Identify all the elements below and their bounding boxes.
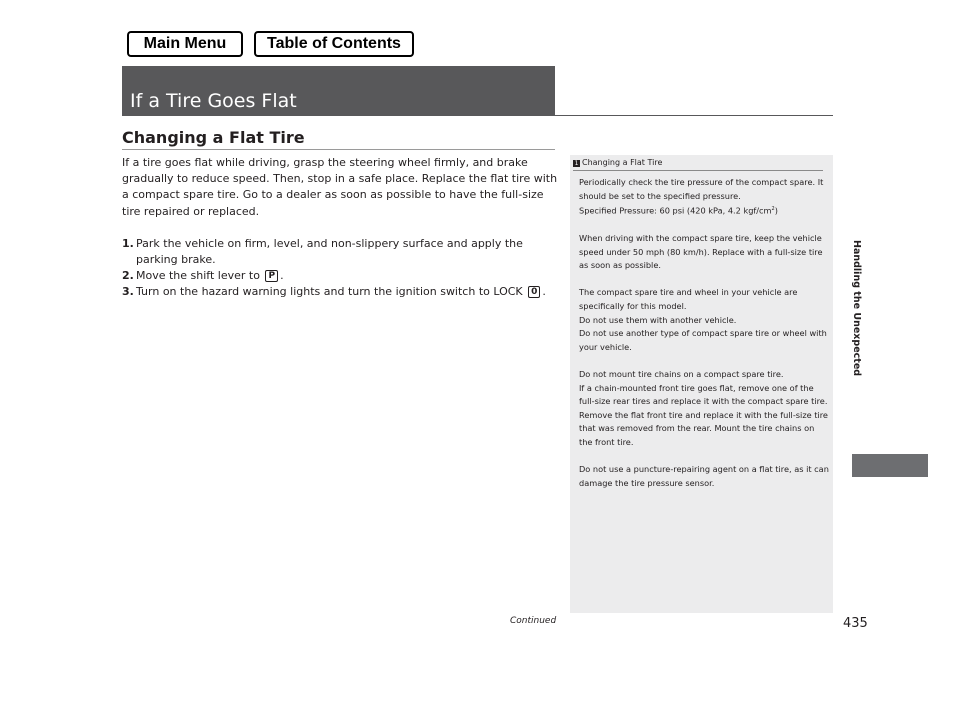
side-note-paragraph: [579, 176, 829, 219]
side-note-paragraph: [579, 286, 829, 354]
chapter-title-bar: [122, 66, 555, 116]
step-text: [136, 284, 546, 300]
step-text-part: Move the shift lever to: [136, 269, 260, 283]
note-line: Do not use another type of compact spare tire or wheel with your vehicle.: [579, 328, 827, 352]
note-line: Do not use them with another vehicle.: [579, 314, 737, 325]
step-item: [122, 236, 562, 268]
step-text: Park the vehicle on firm, level, and non-slippery surface and apply the parking brake.: [136, 236, 523, 267]
note-link-icon: 1: [574, 160, 579, 167]
pressure-spec-end: ): [774, 205, 778, 216]
step-number: 3.: [122, 285, 134, 299]
main-menu-button[interactable]: Main Menu: [127, 31, 243, 57]
side-note-body: [579, 176, 829, 504]
table-of-contents-button[interactable]: Table of Contents: [254, 31, 414, 57]
main-body: [122, 155, 562, 301]
note-line: Do not use a puncture-repairing agent on a flat tire, as it can damage the tire pressure sensor.: [579, 464, 829, 488]
continued-label: Continued: [510, 616, 557, 626]
step-text-part: Turn on the hazard warning lights and turn the ignition switch to LOCK: [136, 285, 523, 299]
step-text-end: .: [542, 285, 546, 299]
side-note-paragraph: [579, 232, 829, 273]
ignition-position-key: 0: [528, 286, 540, 298]
page-title: If a Tire Goes Flat: [130, 90, 297, 112]
note-line: When driving with the compact spare tire, keep the vehicle speed under 50 mph (80 km/h). Replace with a full-size tire as soon as possible.: [579, 233, 823, 271]
page-number: 435: [843, 616, 868, 631]
step-number: 2.: [122, 269, 134, 283]
note-line: The compact spare tire and wheel in your vehicle are specifically for this model.: [579, 287, 798, 312]
step-text: [136, 268, 284, 284]
shift-position-key: P: [265, 270, 278, 282]
step-item: [122, 284, 562, 300]
side-note-header-label: Changing a Flat Tire: [582, 158, 663, 167]
chapter-tab-marker[interactable]: [852, 454, 928, 477]
step-item: [122, 268, 562, 284]
note-line: If a chain-mounted front tire goes flat, remove one of the full-size rear tires and replace it with the compact spare tire. Remove the flat front tire and replace it with the full-size tire that was removed from the rear. Mount the tire chains on the front tire.: [579, 382, 828, 448]
title-divider: [555, 115, 833, 116]
intro-paragraph: If a tire goes flat while driving, grasp the steering wheel firmly, and brake gradually to reduce speed. Then, stop in a safe place. Replace the flat tire with a compact spare tire. Go to a dealer as soon as possible to have the full-size tire repaired or replaced.: [122, 156, 558, 218]
note-line: spare. It should be set to the specified pressure.: [579, 177, 824, 201]
chapter-side-tab-label: Handling the Unexpected: [851, 240, 862, 377]
side-note-paragraph: [579, 463, 829, 490]
side-note-header[interactable]: [573, 158, 823, 171]
section-heading: Changing a Flat Tire: [122, 128, 305, 147]
note-line: Do not mount tire chains on a compact spare tire.: [579, 369, 784, 380]
step-number: 1.: [122, 236, 134, 250]
note-line: Periodically check the tire pressure of the compact: [579, 177, 788, 187]
side-note-panel: [570, 155, 833, 613]
step-text-end: .: [280, 269, 284, 283]
pressure-superscript: 2: [771, 206, 775, 213]
section-divider: [122, 149, 555, 150]
side-note-paragraph: [579, 368, 829, 450]
pressure-spec: Specified Pressure: 60 psi (420 kPa, 4.2 kgf/cm: [579, 205, 772, 216]
